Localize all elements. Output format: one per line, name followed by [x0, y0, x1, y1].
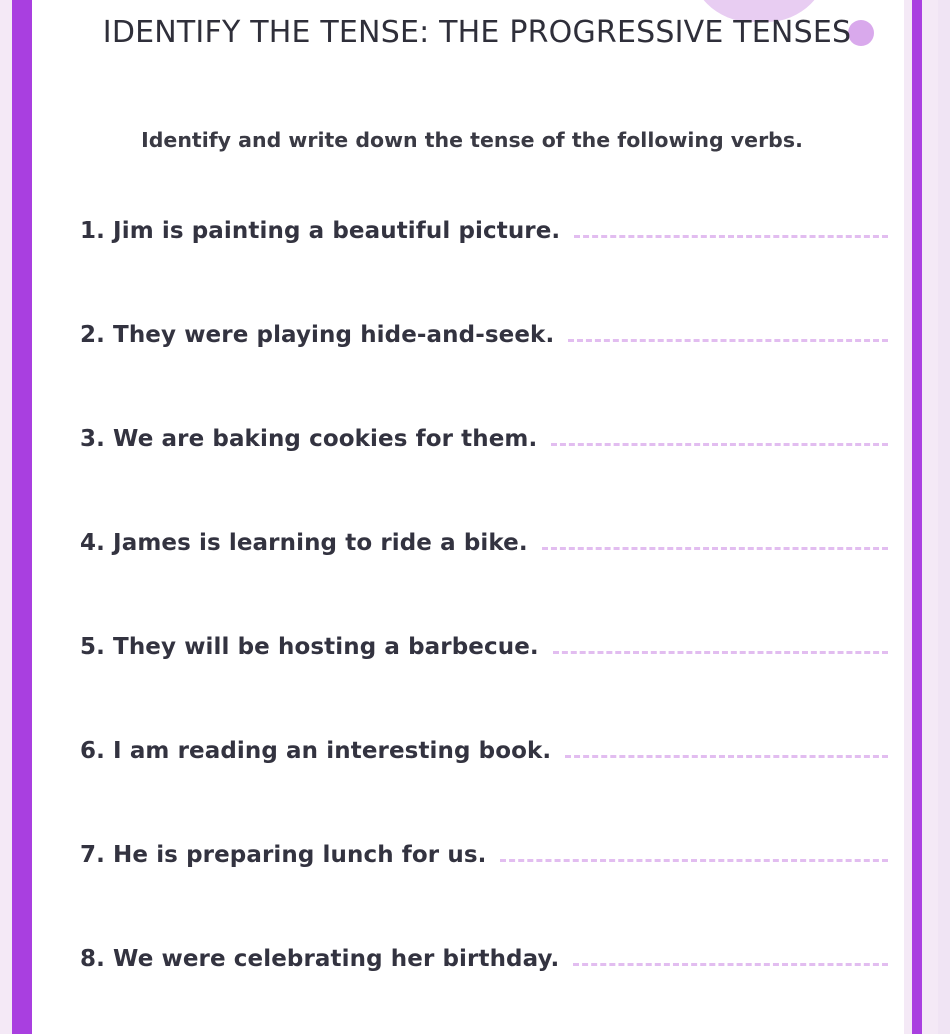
- question-text: 5. They will be hosting a barbecue.: [80, 634, 539, 660]
- question-text: 6. I am reading an interesting book.: [80, 738, 552, 764]
- answer-blank-line[interactable]: [500, 860, 900, 862]
- answer-blank-line[interactable]: [565, 756, 900, 758]
- answer-blank-line[interactable]: [568, 340, 900, 342]
- question-text: 7. He is preparing lunch for us.: [80, 842, 487, 868]
- answer-blank-line[interactable]: [574, 236, 900, 238]
- question-text: 3. We are baking cookies for them.: [80, 426, 538, 452]
- answer-blank-line[interactable]: [573, 964, 900, 966]
- question-item: [80, 530, 900, 634]
- question-item: [80, 738, 900, 842]
- question-item: [80, 426, 900, 530]
- question-list: [80, 218, 900, 1034]
- question-text: 8. We were celebrating her birthday.: [80, 946, 560, 972]
- worksheet-sheet: [32, 0, 904, 1034]
- right-border-decoration: [912, 0, 922, 1034]
- question-item: [80, 946, 900, 1034]
- instruction-text: Identify and write down the tense of the following verbs.: [141, 128, 803, 152]
- left-border-decoration: [12, 0, 32, 1034]
- question-item: [80, 634, 900, 738]
- question-text: 2. They were playing hide-and-seek.: [80, 322, 555, 348]
- answer-blank-line[interactable]: [551, 444, 900, 446]
- page-title: IDENTIFY THE TENSE: THE PROGRESSIVE TENSES: [102, 15, 852, 50]
- question-text: 4. James is learning to ride a bike.: [80, 530, 528, 556]
- question-text: 1. Jim is painting a beautiful picture.: [80, 218, 561, 244]
- question-item: [80, 842, 900, 946]
- question-item: [80, 218, 900, 322]
- answer-blank-line[interactable]: [553, 652, 900, 654]
- question-item: [80, 322, 900, 426]
- right-page-edge: [938, 0, 950, 1034]
- answer-blank-line[interactable]: [542, 548, 900, 550]
